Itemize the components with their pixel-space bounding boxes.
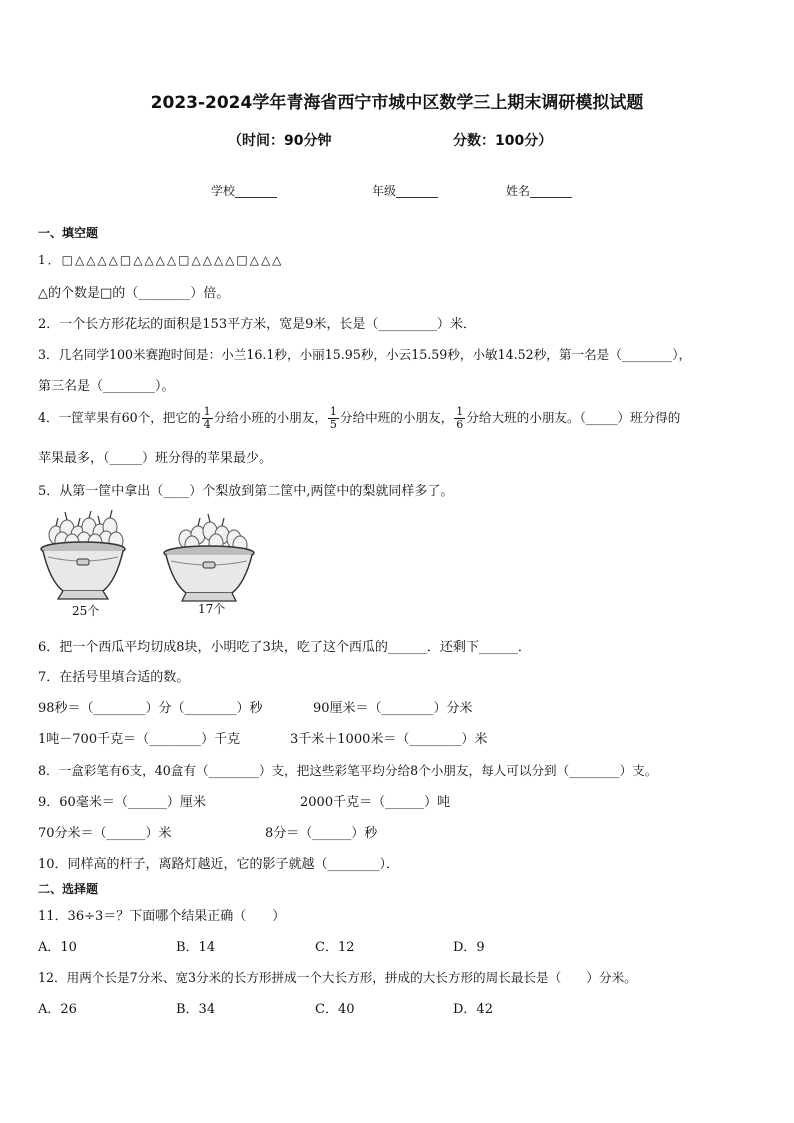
question-11-option-c: C．12 [315,940,355,955]
question-1-text: △的个数是□的（________）倍。 [38,286,230,301]
question-3-line-1: 3．几名同学100米赛跑时间是：小兰16.1秒，小丽15.95秒，小云15.59秒，小敏14.52秒，第一名是（________）， [38,347,692,362]
question-11: 11．36÷3＝？下面哪个结果正确（ ） [38,909,286,924]
question-9-item-c: 70分米＝（______）米 [38,826,172,841]
question-12-option-a: A．26 [38,1002,77,1017]
section-fill-blank-title: 一、填空题 [38,226,99,240]
question-4-part-b: 分给小班的小朋友， [213,410,327,425]
question-4-part-c: 分给中班的小朋友， [339,410,454,425]
fraction-one-sixth [454,406,465,431]
question-4-part-d: 分给大班的小朋友。（_____）班分得的 [466,410,681,425]
fraction-denominator: 5 [329,418,337,431]
question-4-line-1 [38,403,680,433]
grade-field: 年级_______ [372,184,439,198]
school-field: 学校_______ [211,184,278,198]
question-12-option-b: B．34 [176,1002,216,1017]
question-11-option-b: B．14 [176,940,216,955]
question-5: 5．从第一筐中拿出（____）个梨放到第二筐中,两筐中的梨就同样多了。 [38,484,454,499]
question-12: 12．用两个长是7分米、宽3分米的长方形拼成一个大长方形，拼成的大长方形的周长最长是（ ）分米。 [38,970,637,985]
question-12-option-d: D．42 [453,1002,493,1017]
fraction-one-fifth [328,406,339,431]
fraction-numerator: 1 [203,405,211,418]
section-multiple-choice-title: 二、选择题 [38,882,99,896]
question-7-item-d: 3千米＋1000米＝（________）米 [290,732,488,747]
exam-time: （时间：90分钟 [228,133,332,149]
fraction-numerator: 1 [329,405,337,418]
fraction-denominator: 4 [203,418,211,431]
question-6: 6．把一个西瓜平均切成8块，小明吃了3块，吃了这个西瓜的______．还剩下______． [38,640,531,655]
question-10: 10．同样高的杆子，离路灯越近，它的影子就越（________）． [38,857,400,872]
basket-two-count: 17个 [198,602,226,616]
question-1-shapes: 1．□△△△△□△△△△□△△△△□△△△ [38,253,284,267]
question-7: 7．在括号里填合适的数。 [38,670,190,685]
question-7-item-b: 90厘米＝（________）分米 [313,701,473,716]
fraction-denominator: 6 [456,418,464,431]
question-2: 2．一个长方形花坛的面积是153平方米，宽是9米，长是（_________）米． [38,317,476,332]
question-8: 8．一盒彩笔有6支，40盒有（________）支，把这些彩笔平均分给8个小朋友，每人可以分到（________）支。 [38,763,658,778]
question-12-option-c: C．40 [315,1002,355,1017]
basket-one-count: 25个 [72,604,100,618]
name-field: 姓名_______ [506,184,573,198]
question-11-option-d: D．9 [453,940,485,955]
question-4-part-a: 4．一筐苹果有60个，把它的 [38,410,201,425]
question-4-line-2: 苹果最多，（_____）班分得的苹果最少。 [38,451,273,466]
question-9-item-a: 9．60毫米＝（______）厘米 [38,795,206,810]
pear-baskets-illustration [36,505,266,620]
question-9-item-b: 2000千克＝（______）吨 [300,795,451,810]
fraction-one-quarter [202,406,213,431]
exam-title: 2023-2024学年青海省西宁市城中区数学三上期末调研模拟试题 [150,93,644,113]
fraction-numerator: 1 [456,405,464,418]
question-9-item-d: 8分＝（______）秒 [265,826,378,841]
exam-score: 分数：100分） [453,133,553,149]
question-11-option-a: A．10 [38,940,77,955]
question-3-line-2: 第三名是（________）。 [38,379,175,394]
question-7-item-a: 98秒＝（________）分（________）秒 [38,701,263,716]
basket-two [164,514,254,601]
basket-one [41,510,125,599]
question-7-item-c: 1吨－700千克＝（________）千克 [38,732,241,747]
